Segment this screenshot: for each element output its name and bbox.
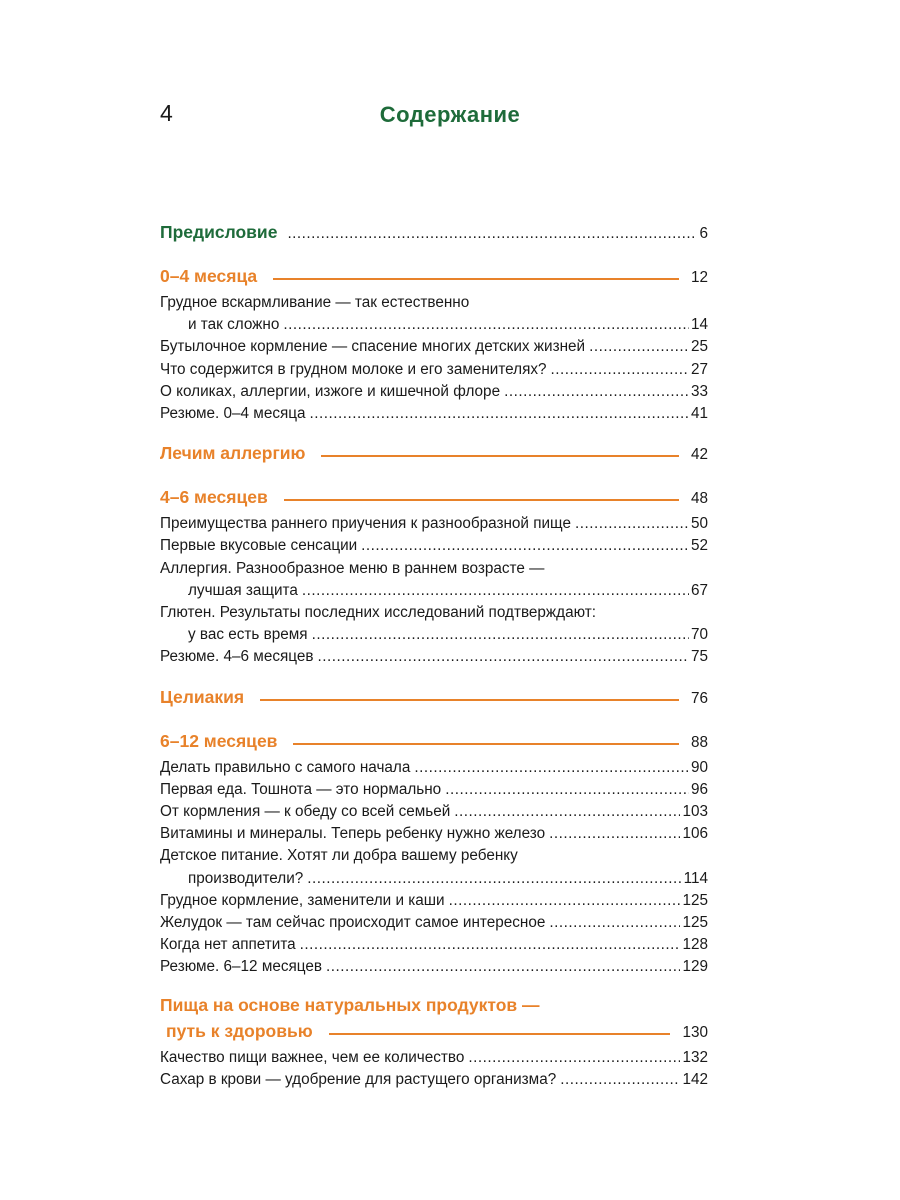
dot-leader <box>551 359 689 381</box>
dot-leader <box>589 336 689 358</box>
dot-leader <box>549 912 680 934</box>
dot-leader <box>300 934 681 956</box>
toc-section-natural-food[interactable] <box>160 1017 708 1047</box>
dot-leader <box>287 220 697 248</box>
toc-entry[interactable]: Преимущества раннего приучения к разнообразной пище ..... 50 <box>160 513 708 535</box>
toc-entry[interactable]: Резюме. 4–6 месяцев ..... 75 <box>160 646 708 668</box>
toc-entry[interactable]: Бутылочное кормление — спасение многих детских жизней ..... 25 <box>160 336 708 358</box>
section-title: путь к здоровью <box>166 1020 313 1041</box>
section-title: 4–6 месяцев <box>160 487 268 508</box>
section-page: 88 <box>690 733 708 751</box>
toc-entry[interactable]: лучшая защита ..... 67 <box>160 580 708 602</box>
section-page: 12 <box>690 269 708 286</box>
toc-entry[interactable]: Качество пищи важнее, чем ее количество ..... 132 <box>160 1047 708 1069</box>
dot-leader <box>454 801 680 823</box>
dot-leader <box>549 823 680 845</box>
toc-entry[interactable]: Грудное кормление, заменители и каши ..... 125 <box>160 890 708 912</box>
section-title: 0–4 месяца <box>160 266 258 286</box>
toc-entry[interactable]: Делать правильно с самого начала ..... 90 <box>160 757 708 779</box>
toc-entry[interactable]: Витамины и минералы. Теперь ребенку нужно железо ..... 106 <box>160 823 708 845</box>
toc-entry[interactable]: Первая еда. Тошнота — это нормально ..... 96 <box>160 779 708 801</box>
toc-entry-line[interactable]: Грудное вскармливание — так естественно <box>160 294 470 311</box>
toc-entry[interactable]: Резюме. 0–4 месяца ..... 41 <box>160 403 708 425</box>
toc-section-natural-food-title[interactable]: Пища на основе натуральных продуктов — <box>160 994 540 1015</box>
dot-leader <box>312 624 689 646</box>
dot-leader <box>310 403 689 425</box>
section-title: 6–12 месяцев <box>160 730 278 751</box>
dot-leader <box>283 314 689 336</box>
dot-leader <box>361 535 689 557</box>
section-title: Лечим аллергию <box>160 443 306 464</box>
dot-leader <box>326 956 680 978</box>
toc-entry-line[interactable]: Детское питание. Хотят ли добра вашему ребенку <box>160 847 518 865</box>
dot-leader <box>414 757 689 779</box>
toc-entry[interactable]: у вас есть время ..... 70 <box>160 624 708 646</box>
dot-leader <box>575 513 689 535</box>
toc-entry-line[interactable]: Глютен. Результаты последних исследований подтверждают: <box>160 604 596 622</box>
toc-entry[interactable]: От кормления — к обеду со всей семьей ..... 103 <box>160 801 708 823</box>
section-rule <box>329 1033 671 1035</box>
toc-entry[interactable]: Когда нет аппетита ..... 128 <box>160 934 708 956</box>
page-number: 4 <box>160 100 173 126</box>
dot-leader <box>445 779 689 801</box>
toc-entry[interactable]: Резюме. 6–12 месяцев ..... 129 <box>160 956 708 978</box>
section-page: 6 <box>699 225 708 242</box>
dot-leader <box>449 890 681 912</box>
section-page: 76 <box>690 689 708 707</box>
toc-section-celiac[interactable] <box>160 683 708 713</box>
dot-leader <box>468 1047 680 1069</box>
dot-leader <box>504 381 689 403</box>
section-page: 42 <box>690 446 708 464</box>
toc-entry[interactable]: и так сложно ..... 14 <box>160 314 708 336</box>
toc-section-preface[interactable] <box>160 218 708 248</box>
dot-leader <box>318 646 689 668</box>
table-of-contents <box>160 218 708 1091</box>
toc-entry[interactable]: производители? ..... 114 <box>160 868 708 890</box>
toc-entry[interactable]: Желудок — там сейчас происходит самое интересное ..... 125 <box>160 912 708 934</box>
toc-entry-line[interactable]: Аллергия. Разнообразное меню в раннем возрасте — <box>160 559 545 577</box>
section-rule <box>321 455 679 457</box>
dot-leader <box>307 868 681 890</box>
section-title: Целиакия <box>160 686 245 707</box>
section-rule <box>293 743 679 745</box>
page-title: Содержание <box>379 102 521 127</box>
toc-section-0-4-months[interactable] <box>160 262 708 292</box>
section-page: 48 <box>690 490 708 508</box>
dot-leader <box>302 580 689 602</box>
toc-section-6-12-months[interactable] <box>160 727 708 757</box>
toc-entry[interactable]: Сахар в крови — удобрение для растущего организма? ..... 142 <box>160 1069 708 1091</box>
toc-section-4-6-months[interactable] <box>160 483 708 513</box>
dot-leader <box>560 1069 680 1091</box>
section-page: 130 <box>682 1023 708 1041</box>
section-rule <box>273 278 679 280</box>
toc-section-allergy[interactable] <box>160 439 708 469</box>
section-rule <box>284 499 679 501</box>
toc-entry[interactable]: О коликах, аллергии, изжоге и кишечной флоре ..... 33 <box>160 381 708 403</box>
toc-entry[interactable]: Первые вкусовые сенсации ..... 52 <box>160 535 708 557</box>
section-title: Предисловие <box>160 222 278 242</box>
toc-entry[interactable]: Что содержится в грудном молоке и его заменителях? ..... 27 <box>160 359 708 381</box>
section-rule <box>260 699 679 701</box>
